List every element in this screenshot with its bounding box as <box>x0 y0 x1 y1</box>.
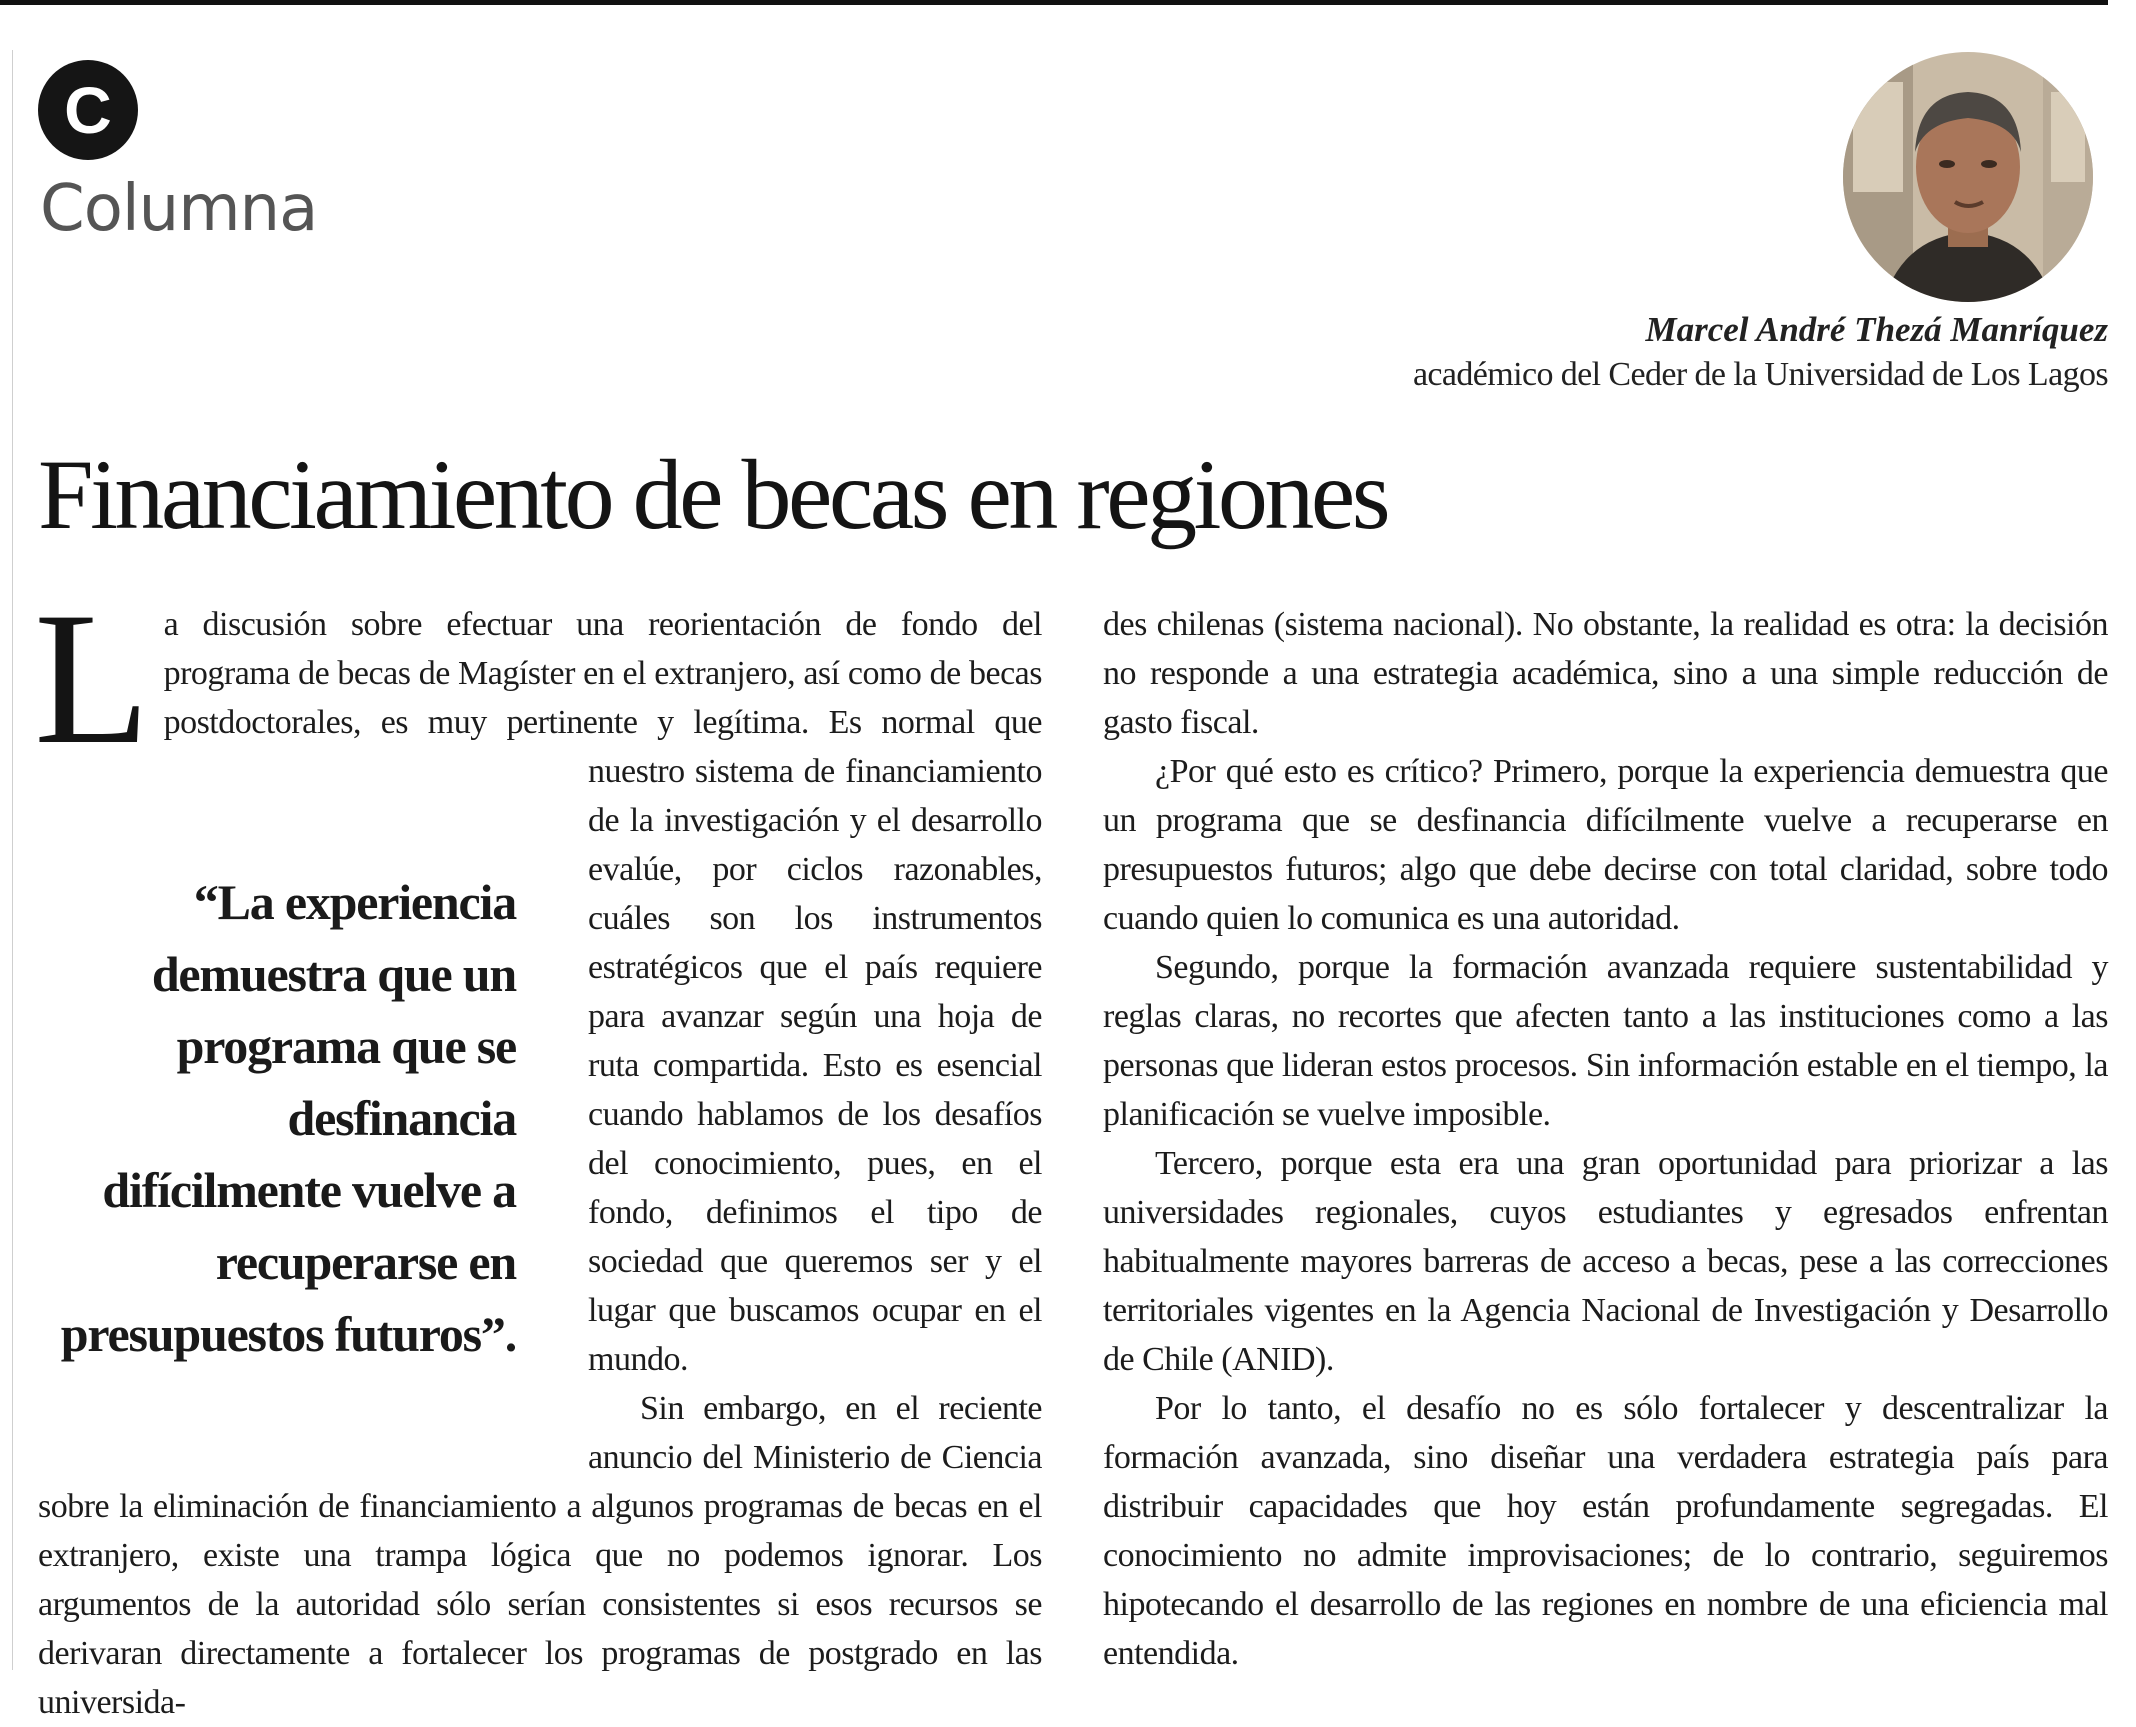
top-rule <box>0 0 2108 5</box>
author-role: académico del Ceder de la Universidad de Los Lagos <box>1412 356 2108 393</box>
article-paragraph: a discusión sobre efectuar una reorientación de fondo del programa de becas de Magíster en el extranjero, así como de becas postdoctorales, es muy pertinente y legítima. Es normal que nuestro sistema de financiamiento de la investigación y el desarrollo evalúe, por ciclos razonables, cuáles son los instrumentos estratégicos que el país requiere para avanzar según una hoja de ruta compartida. Esto es esencial cuando hablamos de los desafíos del conocimiento, pues, en el fondo, definimos el tipo de sociedad que queremos ser y el lugar que buscamos ocupar en el mundo. <box>163 606 1042 1378</box>
paragraph-part-right: des chilenas (sistema nacional). No obstante, la realidad es otra: la decisión no responde a una estrategia académica, sino a una simple reducción de gasto fiscal. <box>1103 606 2108 741</box>
article-headline: Financiamiento de becas en regiones <box>38 439 1388 550</box>
author-photo <box>1843 52 2093 302</box>
pull-quote: “La experiencia demuestra que un programa que se desfinancia difícilmente vuelve a recuperarse en presupuestos futuros”. <box>60 874 516 1362</box>
article-paragraph: ¿Por qué esto es crítico? Primero, porque la experiencia demuestra que un programa que se desfinancia difícilmente vuelve a recuperarse en presupuestos futuros; algo que debe decirse con total claridad, sobre todo cuando quien lo comunica es una autoridad. <box>1103 753 2108 937</box>
drop-cap: L <box>34 574 150 784</box>
article-column-right <box>1103 600 2108 1678</box>
author-portrait-icon <box>1843 52 2093 302</box>
paragraph-part-left: Sin embargo, en el reciente anuncio del Ministerio de Ciencia sobre la eliminación de financiamiento a algunos programas de becas en el extranjero, existe una trampa lógica que no podemos ignorar. Los argumentos de la autoridad sólo serían consistentes si esos recursos se derivaran directamente a fortalecer los programas de postgrado en las universida- <box>38 1390 1042 1721</box>
article-paragraph: Tercero, porque esta era una gran oportunidad para priorizar a las universidades regionales, cuyos estudiantes y egresados enfrentan habitualmente mayores barreras de acceso a becas, pese a las correcciones territoriales vigentes en la Agencia Nacional de Investigación y Desarrollo de Chile (ANID). <box>1103 1145 2108 1378</box>
left-column-rule <box>12 50 13 1670</box>
section-label: Columna <box>40 172 318 246</box>
article-paragraph: Por lo tanto, el desafío no es sólo fortalecer y descentralizar la formación avanzada, sino diseñar una verdadera estrategia país para distribuir capacidades que hoy están profundamente segregadas. El conocimiento no admite improvisaciones; de lo contrario, seguiremos hipotecando el desarrollo de las regiones en nombre de una eficiencia mal entendida. <box>1103 1390 2108 1672</box>
author-name: Marcel André Thezá Manríquez <box>1645 310 2108 349</box>
section-badge: C <box>38 60 138 160</box>
article-paragraph: Segundo, porque la formación avanzada requiere sustentabilidad y reglas claras, no recortes que afecten tanto a las instituciones como a las personas que lideran estos procesos. Sin información estable en el tiempo, la planificación se vuelve imposible. <box>1103 949 2108 1133</box>
